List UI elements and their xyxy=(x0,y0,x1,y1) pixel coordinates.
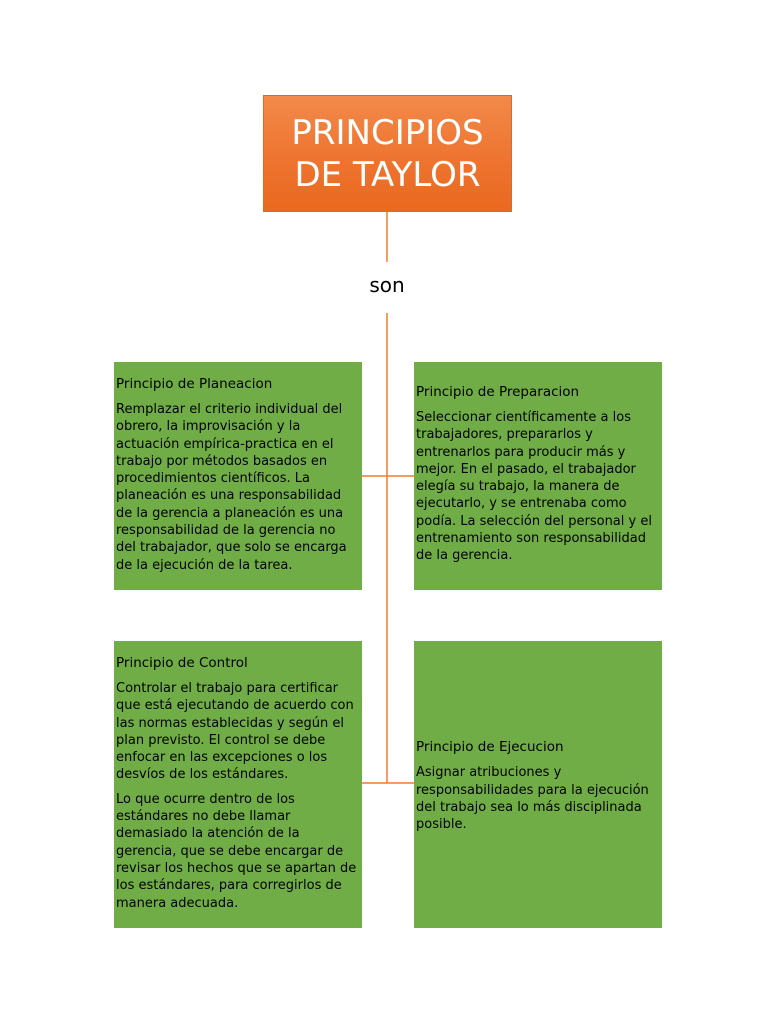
card-principio-preparacion xyxy=(414,362,662,590)
card-title: Principio de Control xyxy=(116,655,248,671)
card-body: Controlar el trabajo para certificar que está ejecutando de acuerdo con las normas establecidas y según el plan previsto. El control se debe enfocar en las excepciones o los desvíos de los estándares. xyxy=(116,681,354,783)
card-title: Principio de Planeacion xyxy=(116,376,273,392)
connector-label: son xyxy=(369,273,405,297)
card-principio-control xyxy=(114,641,362,928)
diagram-title: PRINCIPIOS DE TAYLOR xyxy=(291,112,484,195)
card-title: Principio de Ejecucion xyxy=(416,739,564,756)
card-title: Principio de Preparacion xyxy=(416,384,580,400)
card-body: Remplazar el criterio individual del obrero, la improvisación y la actuación empírica-practica en el trabajo por métodos basados en procedimientos científicos. La planeación es una responsabilidad de la gerencia a planeación es una responsabilidad de la gerencia no del trabajador, que solo se encarga de la ejecución de la tarea. xyxy=(116,402,347,573)
card-body-continuation: Lo que ocurre dentro de los estándares no debe llamar demasiado la atención de la gerencia, que se debe encargar de revisar los hechos que se apartan de los estándares, para corregirlos de manera adecuada. xyxy=(116,791,357,911)
card-principio-ejecucion xyxy=(414,641,662,928)
card-body: Seleccionar científicamente a los trabajadores, prepararlos y entrenarlos para producir más y mejor. En el pasado, el trabajador elegía su trabajo, la manera de ejecutarlo, y se entrenaba como podía. La selección del personal y el entrenamiento son responsabilidad de la gerencia. xyxy=(416,410,652,564)
diagram-title-box xyxy=(263,95,512,212)
card-principio-planeacion xyxy=(114,362,362,590)
card-body: Asignar atribuciones y responsabilidades para la ejecución del trabajo sea lo más disciplinada posible. xyxy=(416,765,649,833)
